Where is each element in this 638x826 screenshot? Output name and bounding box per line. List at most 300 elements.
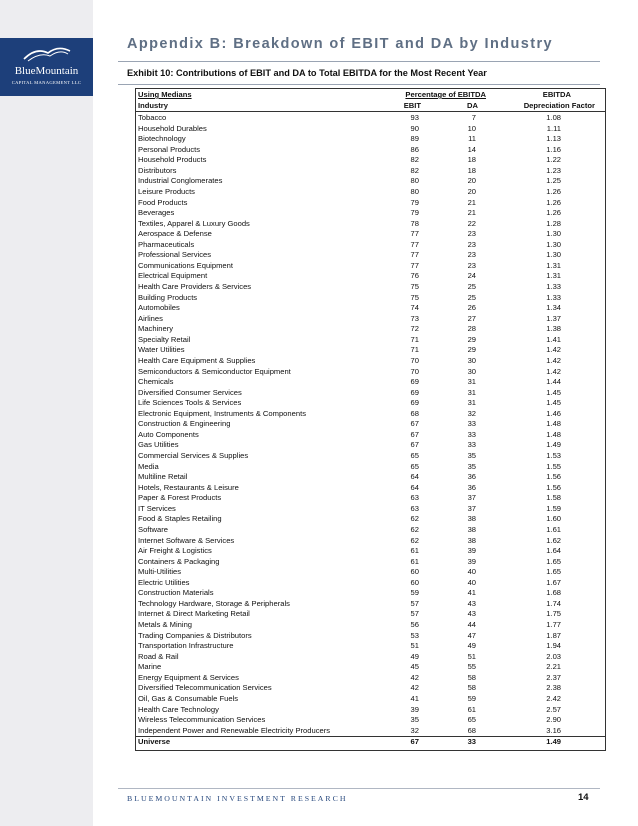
da-cell: 41: [467, 588, 477, 598]
ebit-cell: 77: [410, 260, 419, 270]
industry-cell: Diversified Telecommunication Services: [138, 683, 272, 693]
table-row: [135, 335, 605, 346]
depreciation-factor-header: Depreciation Factor: [496, 100, 605, 112]
bluemountain-logo: [0, 38, 93, 96]
da-cell: 38: [467, 535, 477, 545]
ebit-cell: 89: [410, 134, 419, 144]
factor-cell: 1.65: [546, 567, 562, 577]
factor-cell: 1.26: [546, 186, 562, 196]
da-cell: 32: [467, 408, 477, 418]
table-row: [135, 345, 605, 356]
factor-cell: 1.77: [546, 620, 562, 629]
table-row: [135, 124, 605, 135]
factor-cell: 2.37: [546, 672, 562, 682]
da-cell: 18: [467, 165, 477, 175]
da-cell: 38: [467, 514, 477, 524]
industry-cell: Air Freight & Logistics: [138, 546, 212, 556]
table-row: [135, 409, 605, 420]
da-cell: 40: [467, 567, 477, 577]
factor-cell: 1.53: [546, 451, 562, 460]
ebit-cell: 51: [410, 641, 419, 651]
industry-header: Industry: [135, 100, 368, 112]
ebit-cell: 79: [410, 197, 419, 207]
da-cell: 37: [467, 503, 477, 513]
industry-cell: Electrical Equipment: [138, 271, 208, 281]
industry-cell: Textiles, Apparel & Luxury Goods: [138, 218, 250, 228]
da-cell: 30: [467, 355, 477, 365]
table-row: [135, 356, 605, 367]
total-row: [135, 737, 605, 748]
da-cell: 33: [467, 429, 477, 439]
factor-cell: 1.56: [546, 472, 562, 482]
factor-cell: 1.45: [546, 398, 562, 408]
industry-cell: Wireless Telecommunication Services: [138, 715, 266, 725]
ebit-cell: 57: [410, 598, 419, 608]
da-cell: 23: [467, 260, 477, 270]
industry-cell: Internet Software & Services: [138, 535, 235, 545]
ebit-cell: 53: [410, 630, 419, 640]
page-number: 14: [578, 792, 589, 803]
industry-cell: Electronic Equipment, Instruments & Components: [138, 408, 306, 418]
ebit-cell: 57: [410, 609, 419, 619]
table-row: [135, 715, 605, 726]
total-da-cell: 33: [423, 737, 496, 748]
factor-cell: 1.33: [546, 282, 562, 291]
factor-cell: 1.37: [546, 313, 562, 323]
table-row: [135, 483, 605, 494]
ebit-cell: 72: [410, 324, 419, 334]
percentage-header: Percentage of EBITDA: [405, 90, 487, 99]
industry-cell: Specialty Retail: [138, 334, 191, 344]
da-cell: 31: [467, 377, 477, 387]
table-row: [135, 250, 605, 261]
table-row: [135, 314, 605, 325]
total-ebit-cell: 67: [368, 737, 423, 748]
ebit-header: EBIT: [368, 100, 423, 112]
factor-cell: 1.46: [546, 408, 562, 418]
ebit-cell: 67: [410, 419, 419, 429]
table-row: [135, 705, 605, 716]
industry-cell: Gas Utilities: [138, 440, 179, 450]
factor-cell: 1.31: [546, 260, 562, 270]
table-row: [135, 219, 605, 230]
industry-cell: Communications Equipment: [138, 260, 233, 270]
ebit-cell: 63: [410, 503, 419, 513]
da-cell: 49: [467, 641, 477, 651]
factor-cell: 1.45: [546, 387, 562, 397]
table-row: [135, 493, 605, 504]
using-medians-header: Using Medians: [138, 90, 192, 99]
table-row: [135, 504, 605, 515]
table-row: [135, 599, 605, 610]
da-cell: 26: [467, 303, 477, 313]
factor-cell: 1.31: [546, 271, 562, 281]
factor-cell: 1.34: [546, 303, 562, 313]
logo-name: BlueMountain: [14, 65, 79, 77]
ebit-cell: 68: [410, 408, 419, 418]
ebit-cell: 82: [410, 165, 419, 175]
total-industry-cell: Universe: [135, 737, 368, 748]
ebit-cell: 90: [410, 123, 419, 133]
factor-cell: 1.64: [546, 546, 562, 556]
industry-cell: Aerospace & Defense: [138, 229, 212, 239]
ebit-cell: 77: [410, 239, 419, 249]
industry-cell: Airlines: [138, 313, 163, 323]
industry-cell: Hotels, Restaurants & Leisure: [138, 482, 239, 492]
table-row: [135, 166, 605, 177]
industry-cell: Food Products: [138, 197, 188, 207]
ebit-cell: 82: [410, 155, 419, 165]
factor-cell: 1.28: [546, 218, 562, 228]
factor-cell: 1.49: [546, 440, 562, 450]
da-cell: 37: [467, 493, 477, 503]
table-row: [135, 271, 605, 282]
factor-cell: 1.08: [546, 113, 562, 122]
footer-brand: BLUEMOUNTAIN INVESTMENT RESEARCH: [127, 794, 348, 803]
da-cell: 23: [467, 250, 477, 260]
ebit-cell: 61: [410, 546, 419, 556]
ebit-cell: 73: [410, 313, 419, 323]
page-title: Appendix B: Breakdown of EBIT and DA by Industry: [127, 36, 553, 52]
da-cell: 33: [467, 440, 477, 450]
industry-cell: Internet & Direct Marketing Retail: [138, 609, 250, 619]
factor-cell: 1.42: [546, 366, 562, 376]
da-cell: 43: [467, 609, 477, 619]
logo-subtitle: CAPITAL MANAGEMENT LLC: [11, 80, 82, 85]
da-cell: 39: [467, 556, 477, 566]
ebit-cell: 69: [410, 387, 419, 397]
da-cell: 65: [467, 715, 477, 725]
factor-cell: 1.30: [546, 239, 562, 249]
ebit-cell: 42: [410, 683, 419, 693]
table-row: [135, 198, 605, 209]
ebit-cell: 64: [410, 472, 419, 482]
table-row: [135, 567, 605, 578]
factor-cell: 1.42: [546, 355, 562, 365]
factor-cell: 1.67: [546, 577, 562, 587]
factor-cell: 1.33: [546, 292, 562, 302]
industry-cell: Chemicals: [138, 377, 174, 387]
ebitda-header: EBITDA: [542, 90, 572, 99]
ebit-cell: 49: [410, 651, 419, 661]
industry-cell: Technology Hardware, Storage & Peripherals: [138, 598, 290, 608]
da-cell: 30: [467, 366, 477, 376]
da-cell: 11: [468, 134, 477, 144]
da-cell: 40: [467, 577, 477, 587]
industry-cell: Personal Products: [138, 144, 201, 154]
table-row: [135, 726, 605, 737]
factor-cell: 3.16: [546, 725, 562, 735]
ebit-cell: 62: [410, 514, 419, 524]
factor-cell: 1.65: [546, 556, 562, 566]
table-row: [135, 631, 605, 642]
da-cell: 23: [467, 239, 477, 249]
table-row: [135, 652, 605, 663]
factor-cell: 1.62: [546, 535, 562, 545]
ebit-cell: 56: [410, 620, 419, 629]
industry-cell: Software: [138, 524, 168, 534]
da-cell: 20: [467, 176, 477, 186]
factor-cell: 1.16: [546, 144, 562, 154]
table-row: [135, 472, 605, 483]
ebit-cell: 62: [410, 535, 419, 545]
table-row: [135, 620, 605, 631]
ebit-cell: 60: [410, 577, 419, 587]
ebit-cell: 67: [410, 440, 419, 450]
ebit-cell: 65: [410, 461, 419, 471]
industry-cell: Automobiles: [138, 303, 180, 313]
industry-cell: Life Sciences Tools & Services: [138, 398, 242, 408]
table-row: [135, 367, 605, 378]
factor-cell: 1.60: [546, 514, 562, 524]
exhibit-rule: [118, 84, 600, 85]
da-cell: 43: [467, 598, 477, 608]
factor-cell: 1.22: [546, 155, 562, 165]
industry-cell: Containers & Packaging: [138, 556, 220, 566]
da-cell: 21: [467, 208, 477, 218]
da-cell: 58: [467, 683, 477, 693]
table-row: [135, 388, 605, 399]
title-rule: [118, 61, 600, 62]
table-row: [135, 462, 605, 473]
ebit-cell: 65: [410, 451, 419, 460]
industry-cell: Paper & Forest Products: [138, 493, 222, 503]
table-row: [135, 187, 605, 198]
factor-cell: 1.44: [546, 377, 562, 387]
table-row: [135, 588, 605, 599]
industry-cell: Beverages: [138, 208, 175, 218]
da-cell: 21: [467, 197, 477, 207]
industry-cell: Multi-Utilities: [138, 567, 182, 577]
factor-cell: 2.21: [546, 662, 562, 672]
ebit-cell: 74: [410, 303, 419, 313]
da-cell: 47: [467, 630, 477, 640]
table-row: [135, 683, 605, 694]
industry-cell: Semiconductors & Semiconductor Equipment: [138, 366, 291, 376]
table-row: [135, 398, 605, 409]
da-cell: 58: [467, 672, 477, 682]
da-cell: 33: [467, 419, 477, 429]
ebit-cell: 69: [410, 398, 419, 408]
factor-cell: 1.41: [546, 334, 562, 344]
table-row: [135, 229, 605, 240]
da-cell: 68: [467, 725, 477, 735]
industry-cell: Professional Services: [138, 250, 212, 260]
factor-cell: 2.90: [546, 715, 562, 725]
factor-cell: 1.56: [546, 482, 562, 492]
da-cell: 22: [467, 218, 477, 228]
da-cell: 31: [467, 387, 477, 397]
factor-cell: 1.30: [546, 250, 562, 260]
industry-cell: Machinery: [138, 324, 174, 334]
industry-cell: Metals & Mining: [138, 620, 193, 629]
factor-cell: 1.94: [546, 641, 562, 651]
industry-cell: Pharmaceuticals: [138, 239, 195, 249]
industry-cell: Building Products: [138, 292, 198, 302]
ebit-cell: 80: [410, 176, 419, 186]
ebit-cell: 59: [410, 588, 419, 598]
da-cell: 35: [467, 451, 477, 460]
da-cell: 10: [467, 123, 477, 133]
da-cell: 25: [467, 292, 477, 302]
industry-cell: Transportation Infrastructure: [138, 641, 234, 651]
factor-cell: 1.26: [546, 208, 562, 218]
ebit-cell: 69: [410, 377, 419, 387]
ebit-cell: 64: [410, 482, 419, 492]
ebit-cell: 93: [410, 113, 419, 122]
table-row: [135, 673, 605, 684]
factor-cell: 2.38: [546, 683, 562, 693]
table-row: [135, 419, 605, 430]
industry-cell: Tobacco: [138, 113, 167, 122]
table-row: [135, 282, 605, 293]
ebit-cell: 60: [410, 567, 419, 577]
footer-rule: [118, 788, 600, 789]
table-row: [135, 546, 605, 557]
factor-cell: 1.58: [546, 493, 562, 503]
table-row: [135, 440, 605, 451]
table-row: [135, 609, 605, 620]
industry-cell: Commercial Services & Supplies: [138, 451, 249, 460]
ebit-cell: 77: [410, 250, 419, 260]
table-row: [135, 525, 605, 536]
table-row: [135, 451, 605, 462]
table-row: [135, 514, 605, 525]
da-cell: 38: [467, 524, 477, 534]
table-row: [135, 430, 605, 441]
industry-cell: IT Services: [138, 503, 176, 513]
ebit-cell: 75: [410, 282, 419, 291]
industry-cell: Health Care Technology: [138, 704, 219, 714]
ebit-cell: 71: [410, 334, 419, 344]
factor-cell: 2.42: [546, 693, 562, 703]
table-row: [135, 377, 605, 388]
table-row: [135, 176, 605, 187]
table-row: [135, 293, 605, 304]
table-row: [135, 324, 605, 335]
ebit-cell: 76: [410, 271, 419, 281]
da-cell: 36: [467, 472, 477, 482]
factor-cell: 1.38: [546, 324, 562, 334]
ebit-cell: 35: [410, 715, 419, 725]
da-header: DA: [423, 100, 496, 112]
da-cell: 35: [467, 461, 477, 471]
industry-cell: Media: [138, 461, 159, 471]
industry-cell: Health Care Equipment & Supplies: [138, 355, 256, 365]
factor-cell: 1.26: [546, 197, 562, 207]
ebit-cell: 45: [410, 662, 419, 672]
factor-cell: 1.30: [546, 229, 562, 239]
ebit-cell: 62: [410, 524, 419, 534]
table-row: [135, 662, 605, 673]
industry-cell: Construction Materials: [138, 588, 214, 598]
table-row: [135, 112, 605, 124]
industry-cell: Industrial Conglomerates: [138, 176, 223, 186]
da-cell: 55: [467, 662, 477, 672]
table-row: [135, 536, 605, 547]
factor-cell: 2.03: [546, 651, 562, 661]
industry-cell: Multiline Retail: [138, 472, 188, 482]
da-cell: 51: [467, 651, 477, 661]
factor-cell: 1.11: [546, 123, 562, 133]
industry-cell: Electric Utilities: [138, 577, 190, 587]
table-row: [135, 240, 605, 251]
industry-cell: Biotechnology: [138, 134, 186, 144]
industry-cell: Diversified Consumer Services: [138, 387, 242, 397]
da-cell: 23: [467, 229, 477, 239]
da-cell: 29: [467, 334, 477, 344]
table-row: [135, 641, 605, 652]
table-row: [135, 134, 605, 145]
factor-cell: 1.61: [546, 524, 562, 534]
industry-cell: Household Durables: [138, 123, 207, 133]
industry-cell: Energy Equipment & Services: [138, 672, 239, 682]
ebit-cell: 41: [410, 693, 419, 703]
ebit-cell: 71: [410, 345, 419, 355]
table-body: [135, 112, 605, 748]
da-cell: 29: [467, 345, 477, 355]
table-row: [135, 578, 605, 589]
ebit-cell: 42: [410, 672, 419, 682]
total-factor-cell: 1.49: [496, 737, 605, 748]
da-cell: 24: [467, 271, 477, 281]
ebit-cell: 63: [410, 493, 419, 503]
factor-cell: 1.42: [546, 345, 562, 355]
da-cell: 59: [467, 693, 477, 703]
da-cell: 14: [467, 144, 477, 154]
factor-cell: 1.13: [546, 134, 562, 144]
factor-cell: 2.57: [546, 704, 562, 714]
factor-cell: 1.75: [546, 609, 562, 619]
table-row: [135, 694, 605, 705]
factor-cell: 1.25: [546, 176, 562, 186]
industry-cell: Distributors: [138, 165, 177, 175]
da-cell: 61: [467, 704, 477, 714]
da-cell: 20: [467, 186, 477, 196]
industry-cell: Auto Components: [138, 429, 199, 439]
industry-cell: Independent Power and Renewable Electricity Producers: [138, 725, 331, 735]
ebit-da-table: [135, 89, 605, 748]
factor-cell: 1.55: [546, 461, 562, 471]
table-row: [135, 145, 605, 156]
table-row: [135, 155, 605, 166]
industry-cell: Trading Companies & Distributors: [138, 630, 252, 640]
da-cell: 31: [467, 398, 477, 408]
ebit-cell: 79: [410, 208, 419, 218]
da-cell: 44: [467, 620, 477, 629]
ebit-cell: 75: [410, 292, 419, 302]
industry-cell: Food & Staples Retailing: [138, 514, 222, 524]
factor-cell: 1.48: [546, 429, 562, 439]
ebit-cell: 70: [410, 366, 419, 376]
factor-cell: 1.23: [546, 165, 562, 175]
factor-cell: 1.68: [546, 588, 562, 598]
industry-cell: Leisure Products: [138, 186, 195, 196]
table-row: [135, 303, 605, 314]
da-cell: 39: [467, 546, 477, 556]
left-sidebar: [0, 0, 93, 826]
ebit-cell: 39: [410, 704, 419, 714]
da-cell: 27: [467, 313, 477, 323]
ebit-cell: 61: [410, 556, 419, 566]
da-cell: 7: [471, 113, 477, 122]
da-cell: 25: [467, 282, 477, 291]
ebit-cell: 70: [410, 355, 419, 365]
factor-cell: 1.74: [546, 598, 562, 608]
industry-cell: Construction & Engineering: [138, 419, 231, 429]
table-row: [135, 261, 605, 272]
table-row: [135, 208, 605, 219]
